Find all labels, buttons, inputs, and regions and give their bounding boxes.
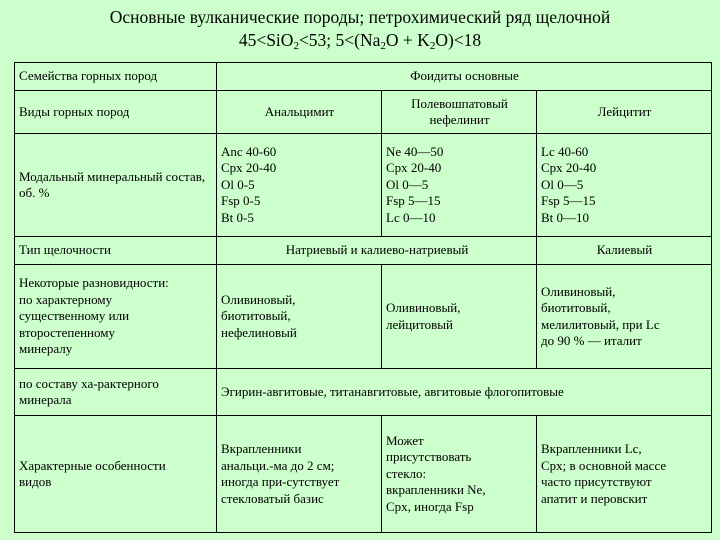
rock-classification-table [14, 62, 712, 533]
cell-line: видов [19, 474, 52, 489]
row-label-modal: Модальный минеральный состав, об. % [15, 134, 217, 237]
cell-line: мелилитовый, при Lc [541, 316, 660, 332]
title-part: <53; 5<(Na [298, 30, 381, 50]
table-row-species [15, 91, 712, 134]
table-row-alkalinity [15, 237, 712, 265]
cell-line: нефелиновый [221, 324, 297, 340]
page-title [0, 6, 720, 58]
cell-line: Оливиновый, [221, 291, 296, 307]
cell-line: Оливиновый, [386, 300, 461, 315]
cell-line: вкрапленники Ne, [386, 482, 486, 498]
table-row-modal [15, 134, 712, 237]
varieties-composition-value: Эгирин-авгитовые, титанавгитовые, авгитовые флогопитовые [217, 369, 712, 416]
varieties-feldspar-nephelinite [382, 265, 537, 369]
title-line-1: Основные вулканические породы; петрохимический ряд щелочной [109, 7, 611, 27]
row-label-features [15, 416, 217, 533]
cell-line: Fsp 0-5 [221, 193, 261, 209]
title-subscript: 2 [293, 40, 299, 52]
cell-line: Ne 40—50 [386, 143, 444, 159]
cell-line: второстепенному [19, 324, 115, 340]
cell-line: Ol 0—5 [541, 176, 584, 192]
cell-line: иногда при-сутствует [221, 474, 340, 489]
varieties-analcimite [217, 265, 382, 369]
cell-line: нефелинит [429, 112, 490, 127]
cell-line: Lc 40-60 [541, 143, 589, 159]
cell-line: Вкрапленники [221, 441, 302, 456]
cell-line: часто присутствуют [541, 474, 652, 489]
cell-line: Некоторые разновидности: [19, 275, 169, 291]
cell-line: минералу [19, 341, 73, 357]
features-feldspar-nephelinite [382, 416, 537, 533]
cell-line: Lc 0—10 [386, 209, 436, 225]
cell-line: Cpx; в основной массе [541, 457, 667, 473]
features-analcimite [217, 416, 382, 533]
cell-line: анальци.-ма до 2 см; [221, 457, 335, 473]
title-line-2 [0, 29, 720, 58]
alkalinity-potassium: Калиевый [537, 237, 712, 265]
cell-line: Fsp 5—15 [386, 193, 441, 209]
table-row-features [15, 416, 712, 533]
alkalinity-sodium: Натриевый и калиево-натриевый [217, 237, 537, 265]
cell-line: до 90 % — италит [541, 333, 642, 348]
cell-line: Cpx 20-40 [386, 160, 442, 176]
cell-line: существенному или [19, 308, 130, 324]
row-label-alkalinity: Тип щелочности [15, 237, 217, 265]
family-value: Фоидиты основные [217, 63, 712, 91]
cell-line: Fsp 5—15 [541, 193, 596, 209]
cell-line: апатит и перовскит [541, 490, 648, 506]
cell-line: биотитовый, [541, 300, 611, 315]
modal-analcimite [217, 134, 382, 237]
row-label-varieties-composition [15, 369, 217, 416]
cell-line: минерала [19, 392, 72, 407]
cell-line: Оливиновый, [541, 283, 616, 299]
cell-line: Cpx 20-40 [541, 160, 597, 176]
cell-line: лейцитовый [386, 316, 453, 332]
title-part: O + K [385, 30, 430, 50]
cell-line: Anc 40-60 [221, 143, 277, 159]
row-label-family: Семейства горных пород [15, 63, 217, 91]
title-part: 45<SiO [238, 30, 294, 50]
features-leucitite [537, 416, 712, 533]
cell-line: Bt 0—10 [541, 209, 590, 225]
modal-feldspar-nephelinite [382, 134, 537, 237]
cell-line: стекло: [386, 465, 427, 481]
cell-line: биотитовый, [221, 308, 291, 324]
cell-line: Cpx, иногда Fsp [386, 498, 474, 514]
species-leucitite: Лейцитит [537, 91, 712, 134]
species-feldspar-nephelinite [382, 91, 537, 134]
cell-line: присутствовать [386, 449, 472, 465]
cell-line: Вкрапленники Lc, [541, 441, 642, 456]
cell-line: стекловатый базис [221, 490, 324, 506]
cell-line: Характерные особенности [19, 457, 166, 473]
title-part: O)<18 [435, 30, 482, 50]
cell-line: Ol 0—5 [386, 176, 429, 192]
cell-line: Полевошпатовый [411, 95, 508, 111]
cell-line: по составу ха-рактерного [19, 375, 159, 391]
title-subscript: 2 [429, 40, 436, 52]
varieties-leucitite [537, 265, 712, 369]
table-row-varieties-composition [15, 369, 712, 416]
title-subscript: 2 [380, 40, 386, 52]
cell-line: Bt 0-5 [221, 209, 254, 225]
table-row-varieties-mineral [15, 265, 712, 369]
row-label-varieties-mineral [15, 265, 217, 369]
cell-line: по характерному [19, 291, 113, 307]
table-row-family [15, 63, 712, 91]
cell-line: Cpx 20-40 [221, 160, 277, 176]
modal-leucitite [537, 134, 712, 237]
cell-line: Может [386, 432, 424, 448]
cell-line: Ol 0-5 [221, 176, 255, 192]
row-label-species: Виды горных пород [15, 91, 217, 134]
species-analcimite: Анальцимит [217, 91, 382, 134]
